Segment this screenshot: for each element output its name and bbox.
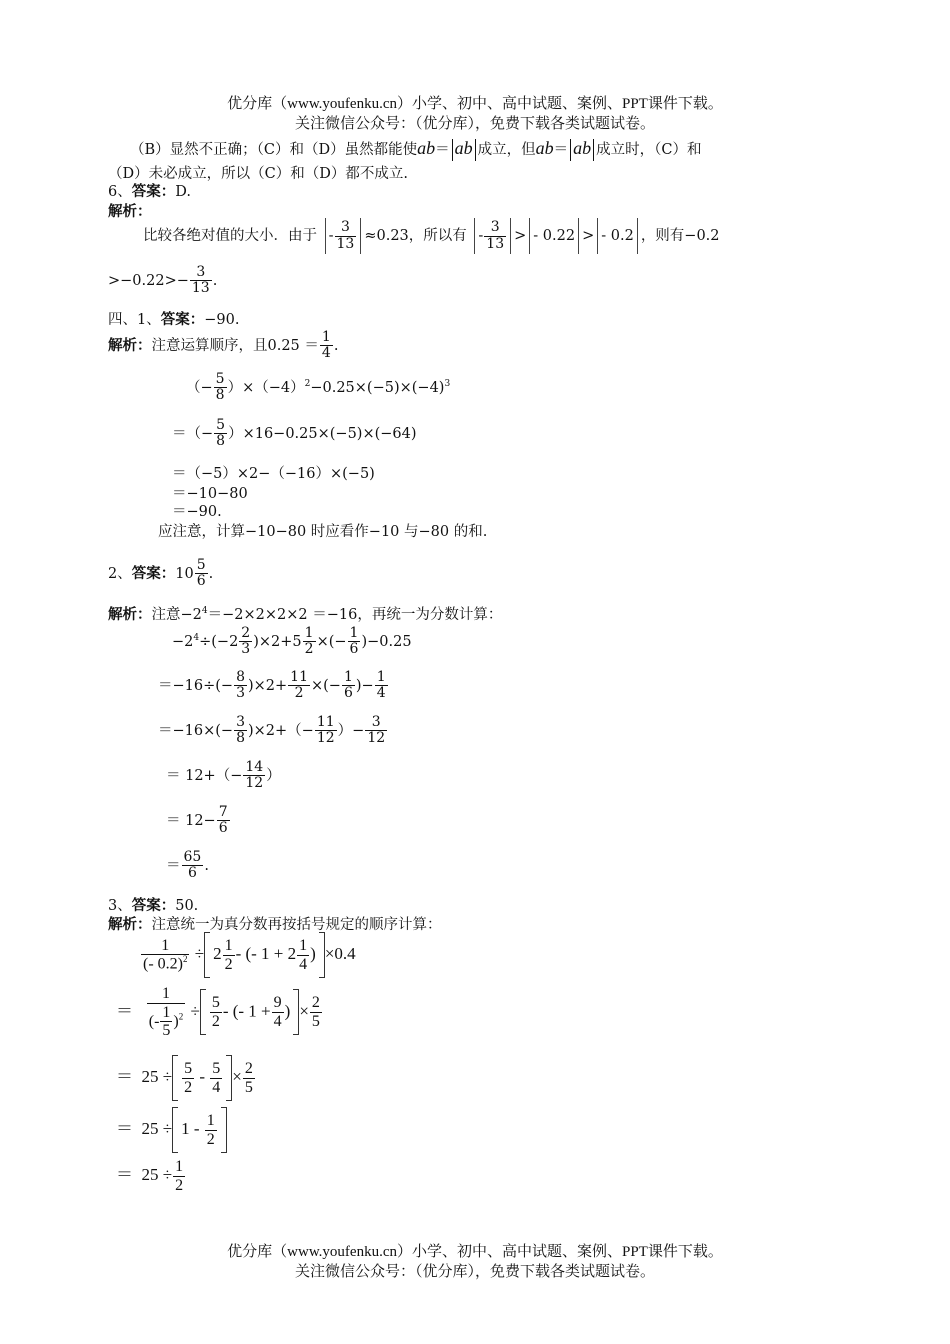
s43-row-4: ＝ 25 ÷ 1 - $\frac{1}{2}$ <box>116 1107 227 1153</box>
s42-row-1: $-2^4\div(-2$ $\frac{2}{3}$ )×2+5 $\frac{1}{2}$ ×(− $\frac{1}{6}$ )−0.25 <box>172 625 412 658</box>
s6-jiexi-label: 解析： <box>108 203 152 220</box>
s6-line-1: 比较各绝对值的大小．由于 - $\frac{3}{13}$ ≈0.23，所以有 - $\frac{3}{13}$ > - 0.22 > - 0.2 ，则有−0.2 <box>143 218 720 254</box>
s6-line-2: >−0.22>− $\frac{3}{13}$ . <box>108 264 218 297</box>
s41-calc-2: ＝（− $\frac{5}{8}$ ）×16−0.25×(−5)×(−64) <box>172 417 417 450</box>
footer-line-2: 关注微信公众号：（优分库），免费下载各类试题试卷。 <box>294 1264 655 1280</box>
s42-row-2: ＝−16÷(− $\frac{8}{3}$ )×2+ $\frac{11}{2}$ ×(− $\frac{1}{6}$ )− $\frac{1}{4}$ <box>158 669 386 702</box>
s5-line-1: （B）显然不正确；（C）和（D）虽然都能使ab＝ ab 成立，但ab＝ ab 成立时，（C）和 <box>130 138 701 161</box>
footer-line-1: 优分库（www.youfenku.cn）小学、初中、高中试题、案例、PPT课件下载。 <box>227 1244 723 1260</box>
s41-calc-4: ＝−10−80 <box>172 486 248 502</box>
s43-jiexi: 解析：注意统一为真分数再按括号规定的顺序计算： <box>108 916 442 933</box>
header-line-2: 关注微信公众号：（优分库），免费下载各类试题试卷。 <box>294 116 655 132</box>
s41-calc-5: ＝−90. <box>172 504 222 520</box>
header-line-1: 优分库（www.youfenku.cn）小学、初中、高中试题、案例、PPT课件下载。 <box>227 96 723 112</box>
s43-row-5: ＝ 25 ÷ $\frac{1}{2}$ <box>116 1158 184 1194</box>
s41-jiexi: 解析：注意运算顺序，且0.25 ＝ $\frac{1}{4}$ . <box>108 329 339 362</box>
s43-row-2: ＝ 1 (- $\frac{1}{5}$ )$^2$ ÷ $\frac{5}{2}$ - (- 1 + $\frac{9}{4}$ ) × $\frac{2}{5}$ <box>116 985 320 1040</box>
s43-row-3: ＝ 25 ÷ $\frac{5}{2}$ - $\frac{5}{4}$ × $\frac{2}{5}$ <box>116 1055 256 1101</box>
s41-note: 应注意，计算−10−80 时应看作−10 与−80 的和. <box>158 524 488 540</box>
s42-row-5: ＝ 12− $\frac{7}{6}$ <box>166 804 228 837</box>
s42-answer: 2、答案：10 $\frac{5}{6}$ . <box>108 557 214 590</box>
s42-row-6: ＝ $\frac{65}{6}$ . <box>166 849 209 882</box>
s41-calc-3: ＝（−5）×2−（−16）×(−5) <box>172 466 375 482</box>
s43-row-1: $\frac{1}{(- 0.2)^2}$ ÷ 2 $\frac{1}{2}$ - (- 1 + 2 $\frac{1}{4}$ ) ×0.4 <box>140 932 356 978</box>
s42-jiexi: 解析：注意$-2^4=-2\times 2\times 2\times 2 =-16$，再统一为分数计算： <box>108 606 503 623</box>
s5-line-2: （D）未必成立，所以（C）和（D）都不成立. <box>108 166 408 182</box>
s41-calc-1: （− $\frac{5}{8}$ ）$\times(-4)^2-0.25\times(-5)\times(-4)^3$ <box>186 371 451 404</box>
s42-row-4: ＝ 12+（− $\frac{14}{12}$ ） <box>166 759 281 792</box>
s41-answer: 四、1、答案：−90. <box>108 311 240 328</box>
s6-answer: 6、答案：D. <box>108 183 191 200</box>
s43-answer: 3、答案：50. <box>108 897 199 914</box>
s42-row-3: ＝−16×(− $\frac{3}{8}$ )×2+（− $\frac{11}{12}$ ）− $\frac{3}{12}$ <box>158 714 386 747</box>
